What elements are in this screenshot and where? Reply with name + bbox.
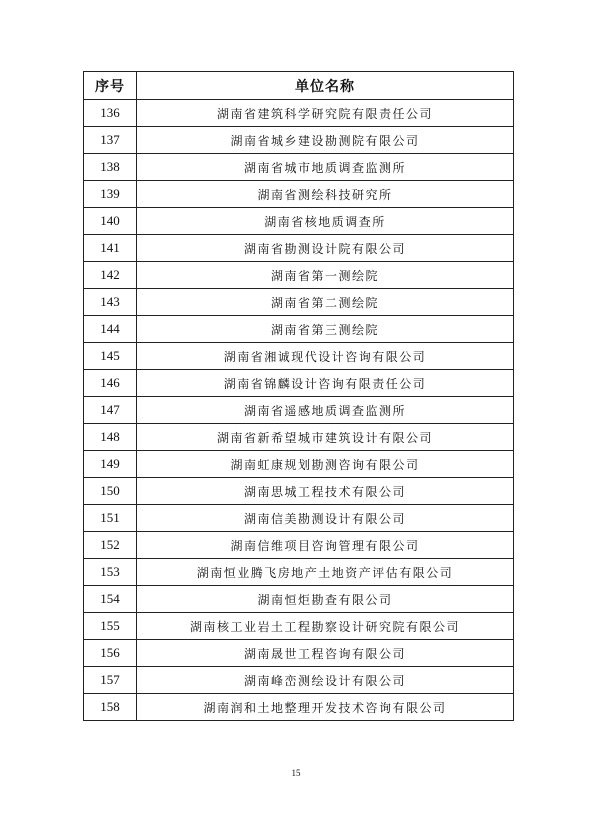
- table-row: [84, 289, 514, 316]
- row-unit-name: 湖南省第二测绘院: [137, 289, 514, 316]
- row-seq: 145: [84, 343, 137, 370]
- table-row: [84, 100, 514, 127]
- table-row: [84, 343, 514, 370]
- row-unit-name: 湖南省第一测绘院: [137, 262, 514, 289]
- row-seq: 148: [84, 424, 137, 451]
- page-number: 15: [291, 768, 301, 778]
- table-row: [84, 397, 514, 424]
- table-row: [84, 586, 514, 613]
- table-row: [84, 208, 514, 235]
- header-name: 单位名称: [137, 72, 514, 100]
- row-unit-name: 湖南润和土地整理开发技术咨询有限公司: [137, 694, 514, 721]
- row-unit-name: 湖南省城市地质调查监测所: [137, 154, 514, 181]
- row-seq: 144: [84, 316, 137, 343]
- table-row: [84, 424, 514, 451]
- table-row: [84, 370, 514, 397]
- row-seq: 153: [84, 559, 137, 586]
- table-row: [84, 181, 514, 208]
- table-body: [84, 100, 514, 721]
- row-unit-name: 湖南信维项目咨询管理有限公司: [137, 532, 514, 559]
- table-row: [84, 640, 514, 667]
- row-seq: 155: [84, 613, 137, 640]
- row-unit-name: 湖南省遥感地质调查监测所: [137, 397, 514, 424]
- table-row: [84, 262, 514, 289]
- row-seq: 136: [84, 100, 137, 127]
- row-seq: 140: [84, 208, 137, 235]
- row-seq: 158: [84, 694, 137, 721]
- table-row: [84, 235, 514, 262]
- table-row: [84, 532, 514, 559]
- row-unit-name: 湖南省建筑科学研究院有限责任公司: [137, 100, 514, 127]
- table-row: [84, 316, 514, 343]
- table-row: [84, 694, 514, 721]
- row-unit-name: 湖南信美勘测设计有限公司: [137, 505, 514, 532]
- header-seq: 序号: [84, 72, 137, 100]
- table-row: [84, 127, 514, 154]
- row-unit-name: 湖南省第三测绘院: [137, 316, 514, 343]
- row-unit-name: 湖南省新希望城市建筑设计有限公司: [137, 424, 514, 451]
- table-header-row: [84, 72, 514, 100]
- table-row: [84, 613, 514, 640]
- row-unit-name: 湖南思城工程技术有限公司: [137, 478, 514, 505]
- row-seq: 147: [84, 397, 137, 424]
- row-seq: 143: [84, 289, 137, 316]
- row-unit-name: 湖南核工业岩土工程勘察设计研究院有限公司: [137, 613, 514, 640]
- row-seq: 137: [84, 127, 137, 154]
- row-seq: 142: [84, 262, 137, 289]
- row-unit-name: 湖南省测绘科技研究所: [137, 181, 514, 208]
- table-row: [84, 505, 514, 532]
- row-unit-name: 湖南峰峦测绘设计有限公司: [137, 667, 514, 694]
- row-unit-name: 湖南省锦麟设计咨询有限责任公司: [137, 370, 514, 397]
- row-seq: 150: [84, 478, 137, 505]
- row-seq: 151: [84, 505, 137, 532]
- table-row: [84, 667, 514, 694]
- row-seq: 157: [84, 667, 137, 694]
- row-seq: 141: [84, 235, 137, 262]
- row-unit-name: 湖南省核地质调查所: [137, 208, 514, 235]
- row-unit-name: 湖南恒业腾飞房地产土地资产评估有限公司: [137, 559, 514, 586]
- row-unit-name: 湖南虹康规划勘测咨询有限公司: [137, 451, 514, 478]
- row-seq: 149: [84, 451, 137, 478]
- row-seq: 156: [84, 640, 137, 667]
- row-unit-name: 湖南恒炬勘查有限公司: [137, 586, 514, 613]
- unit-list-table: [83, 71, 514, 721]
- table-row: [84, 478, 514, 505]
- row-unit-name: 湖南省湘诚现代设计咨询有限公司: [137, 343, 514, 370]
- row-seq: 152: [84, 532, 137, 559]
- row-seq: 154: [84, 586, 137, 613]
- row-unit-name: 湖南晟世工程咨询有限公司: [137, 640, 514, 667]
- row-unit-name: 湖南省勘测设计院有限公司: [137, 235, 514, 262]
- row-unit-name: 湖南省城乡建设勘测院有限公司: [137, 127, 514, 154]
- row-seq: 146: [84, 370, 137, 397]
- row-seq: 139: [84, 181, 137, 208]
- table-row: [84, 154, 514, 181]
- table-row: [84, 559, 514, 586]
- row-seq: 138: [84, 154, 137, 181]
- table-row: [84, 451, 514, 478]
